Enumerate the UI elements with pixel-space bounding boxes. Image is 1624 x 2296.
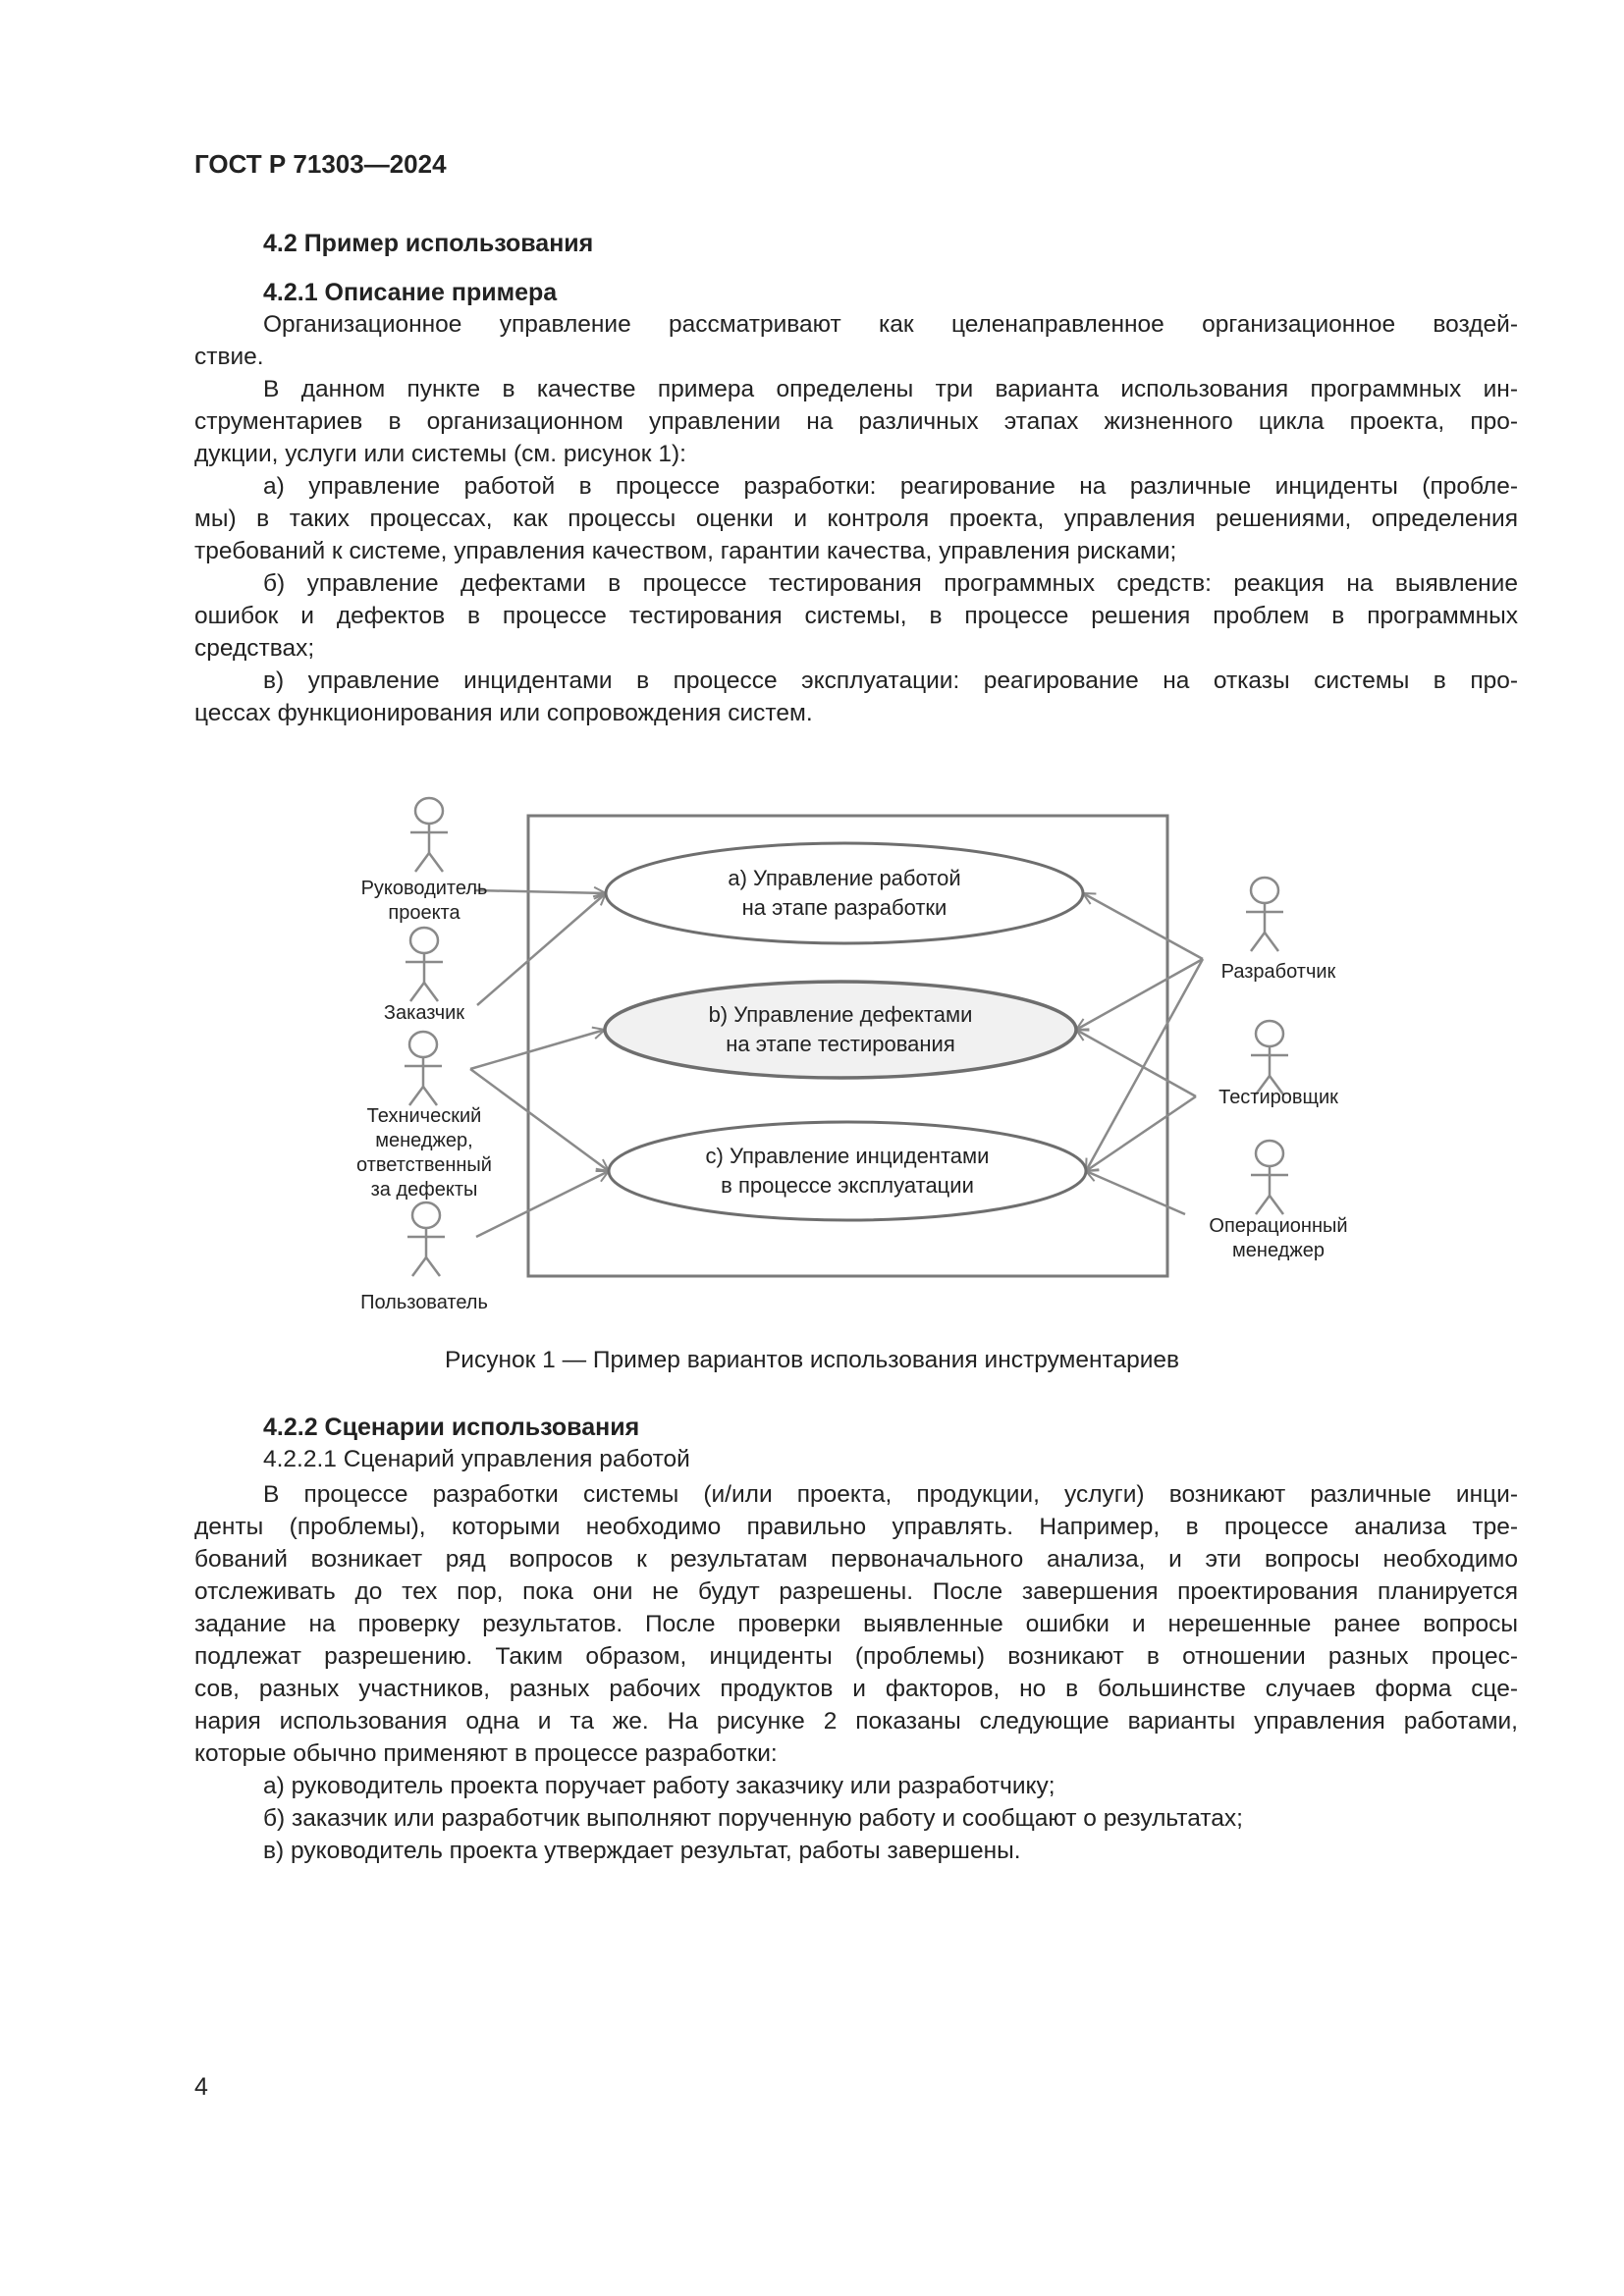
association-tech-manager-to-b [470,1030,605,1069]
actor-icon-leg [429,853,443,872]
paragraph-line: б) заказчик или разработчик выполняют порученную работу и сообщают о результатах; [263,1805,1243,1832]
paragraph-line: а) руководитель проекта поручает работу заказчику или разработчику; [263,1773,1056,1799]
paragraph-line: В данном пункте в качестве примера определены три варианта использования программных ин- [263,376,1518,402]
paragraph-line: в) руководитель проекта утверждает результат, работы завершены. [263,1838,1021,1864]
subsection-heading-4-2-2-1: 4.2.2.1 Сценарий управления работой [263,1446,690,1472]
actor-label-tech-manager: ответственный [356,1154,492,1176]
association-developer-to-a [1083,893,1203,959]
actor-icon-leg [1256,1196,1270,1214]
use-case-a [606,843,1083,943]
use-case-label: на этапе тестирования [726,1032,955,1056]
actor-label-tester: Тестировщик [1218,1087,1338,1108]
paragraph-line: а) управление работой в процессе разработки: реагирование на различные инциденты (пробле- [263,473,1518,500]
association-tester-to-c [1086,1096,1196,1171]
paragraph-line: цессах функционирования или сопровождения систем. [194,700,813,726]
actor-icon-leg [426,1257,440,1276]
paragraph-line: б) управление дефектами в процессе тестирования программных средств: реакция на выявление [263,570,1518,597]
use-case-b [605,982,1076,1078]
actor-icon-head [1251,878,1278,903]
paragraph-line: отслеживать до тех пор, пока они не будут разрешены. После завершения проектирования планируется [194,1578,1518,1605]
actor-icon-leg [412,1257,426,1276]
paragraph-line: которые обычно применяют в процессе разработки: [194,1740,778,1767]
page-number: 4 [194,2073,208,2101]
paragraph-line: Организационное управление рассматривают как целенаправленное организационное воздей- [263,311,1518,338]
paragraph-line: требований к системе, управления качеством, гарантии качества, управления рисками; [194,538,1177,564]
actor-icon-leg [1251,933,1265,951]
paragraph-line: средствах; [194,635,315,662]
document-id: ГОСТ Р 71303—2024 [194,149,447,179]
actor-icon-head [1256,1021,1283,1046]
actor-icon-head [410,928,438,953]
actor-icon-head [415,798,443,824]
actor-label-tech-manager: за дефекты [370,1179,478,1201]
actor-icon-leg [409,1087,423,1105]
actor-icon-head [412,1202,440,1228]
actor-icon-leg [424,983,438,1001]
association-operations-manager-to-c [1086,1171,1185,1214]
section-heading-4-2-2: 4.2.2 Сценарии использования [263,1414,640,1441]
association-customer-to-a [477,893,606,1005]
paragraph-line: дукции, услуги или системы (см. рисунок 1): [194,441,686,467]
actor-icon-leg [1270,1196,1283,1214]
use-case-label: b) Управление дефектами [708,1002,973,1027]
actor-icon-leg [410,983,424,1001]
use-case-label: на этапе разработки [741,895,947,920]
actor-icon-head [1256,1141,1283,1166]
association-project-manager-to-a [475,890,606,893]
actor-icon-leg [423,1087,437,1105]
paragraph-line: подлежат разрешению. Таким образом, инциденты (проблемы) возникают в отношении разных процес- [194,1643,1518,1670]
use-case-label: a) Управление работой [728,866,961,890]
paragraph-line: струментариев в организационном управлении на различных этапах жизненного цикла проекта, про- [194,408,1518,435]
paragraph-line: денты (проблемы), которыми необходимо правильно управлять. Например, в процессе анализа тре- [194,1514,1518,1540]
association-tester-to-b [1076,1030,1196,1096]
paragraph-line: ствие. [194,344,264,370]
paragraph-line: задание на проверку результатов. После проверки выявленные ошибки и нерешенные ранее вопросы [194,1611,1518,1637]
actor-label-operations-manager: Операционный [1209,1215,1348,1237]
paragraph-line: мы) в таких процессах, как процессы оценки и контроля проекта, управления решениями, определения [194,506,1518,532]
actor-label-customer: Заказчик [383,1002,465,1024]
actor-icon-leg [415,853,429,872]
paragraph-line: бований возникает ряд вопросов к результатам первоначального анализа, и эти вопросы необходимо [194,1546,1518,1573]
use-case-label: c) Управление инцидентами [705,1144,990,1168]
section-heading-4-2: 4.2 Пример использования [263,230,594,257]
paragraph-line: в) управление инцидентами в процессе эксплуатации: реагирование на отказы системы в про- [263,667,1518,694]
paragraph-line: сов, разных участников, разных рабочих продуктов и факторов, но в большинстве случаев форма сце- [194,1676,1518,1702]
association-user-to-c [476,1171,609,1237]
actor-label-developer: Разработчик [1220,961,1336,983]
use-case-c [609,1122,1086,1220]
actor-label-tech-manager: менеджер, [375,1130,473,1151]
actor-icon-leg [1265,933,1278,951]
actor-label-project-manager: проекта [388,902,460,924]
paragraph-line: ошибок и дефектов в процессе тестирования системы, в процессе решения проблем в программных [194,603,1518,629]
figure-caption: Рисунок 1 — Пример вариантов использования инструментариев [444,1347,1180,1373]
actor-label-operations-manager: менеджер [1232,1240,1325,1261]
actor-label-user: Пользователь [360,1292,488,1313]
paragraph-line: В процессе разработки системы (и/или проекта, продукции, услуги) возникают различные инци- [263,1481,1518,1508]
actor-icon-head [409,1032,437,1057]
actor-label-project-manager: Руководитель [360,878,488,899]
actor-label-tech-manager: Технический [366,1105,482,1127]
use-case-label: в процессе эксплуатации [721,1173,974,1198]
section-heading-4-2-1: 4.2.1 Описание примера [263,279,558,306]
paragraph-line: нария использования одна и та же. На рисунке 2 показаны следующие варианты управления работами, [194,1708,1518,1735]
